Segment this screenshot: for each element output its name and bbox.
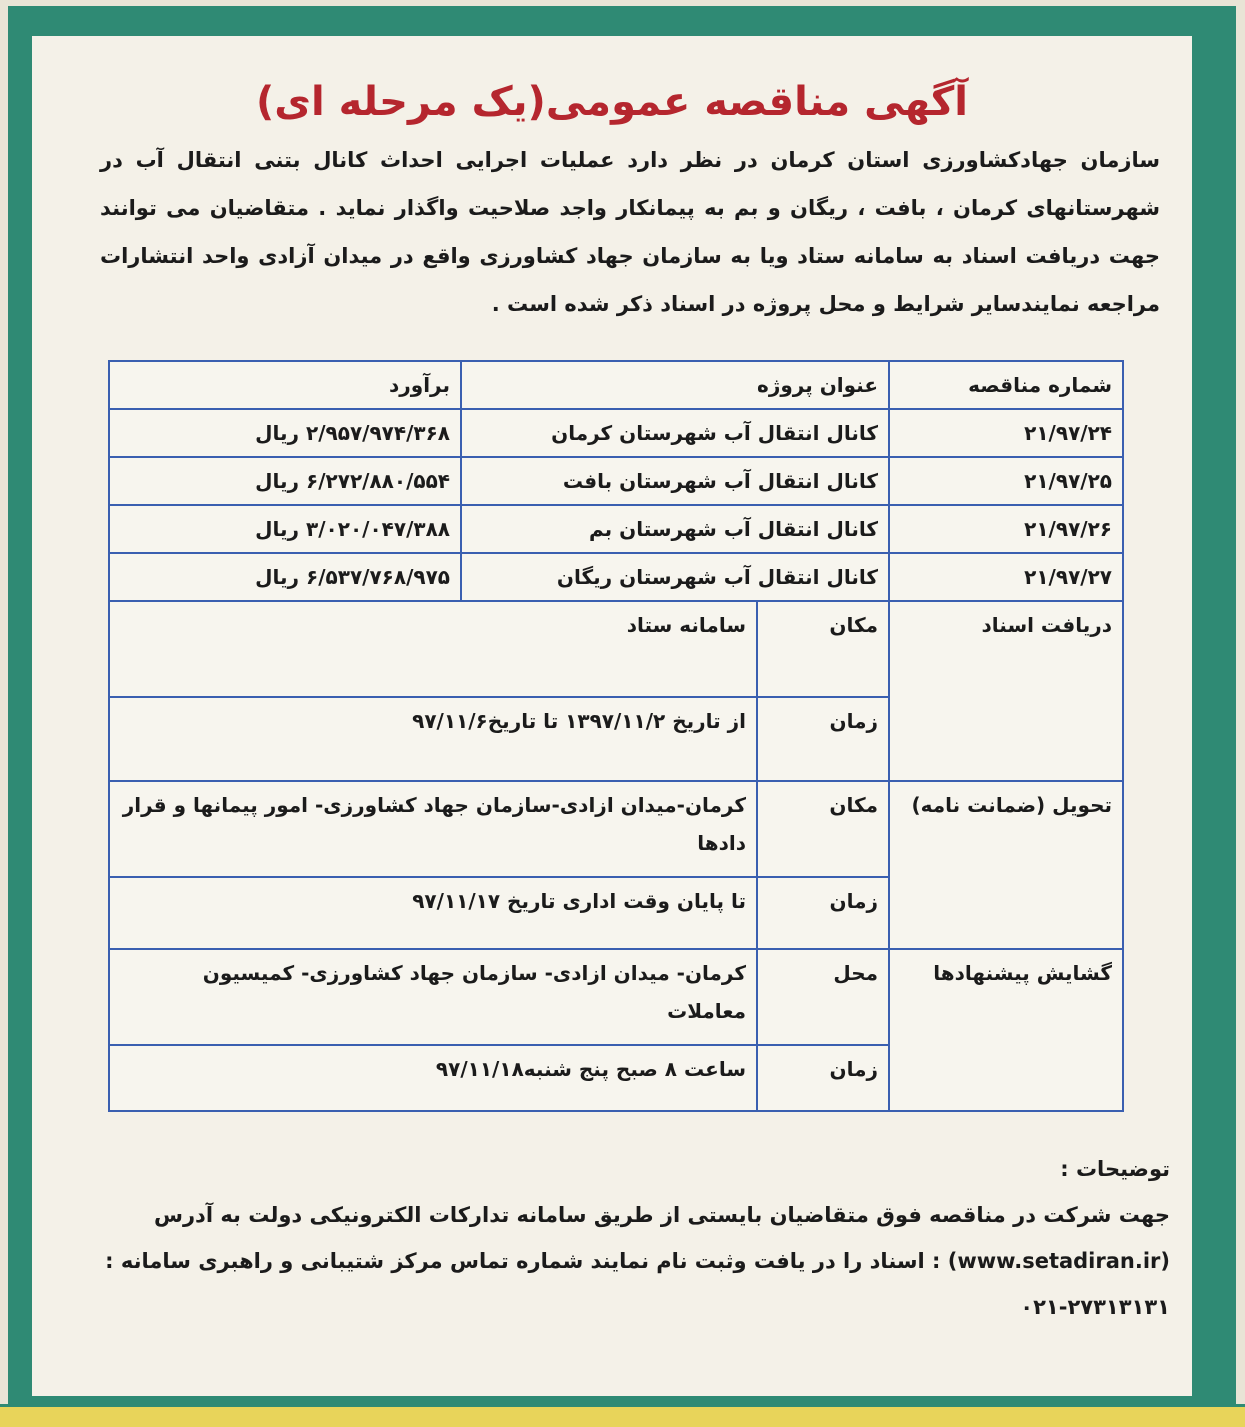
table-row xyxy=(109,505,1123,553)
row-project: کانال انتقال آب شهرستان ریگان xyxy=(461,553,889,601)
table-row xyxy=(109,409,1123,457)
receive-time-value: از تاریخ ۱۳۹۷/۱۱/۲ تا تاریخ۹۷/۱۱/۶ xyxy=(109,697,757,781)
opening-time-value: ساعت ۸ صبح پنج شنبه۹۷/۱۱/۱۸ xyxy=(109,1045,757,1111)
table-header-row xyxy=(109,361,1123,409)
opening-place-value: کرمان- میدان ازادی- سازمان جهاد کشاورزی- کمیسیون معاملات xyxy=(109,949,757,1045)
header-number: شماره مناقصه xyxy=(889,361,1123,409)
receive-time-label: زمان xyxy=(757,697,889,781)
delivery-place-value: کرمان-میدان ازادی-سازمان جهاد کشاورزی- امور پیمانها و قرار دادها xyxy=(109,781,757,877)
delivery-place-label: مکان xyxy=(757,781,889,877)
ad-intro: سازمان جهادکشاورزی استان کرمان در نظر دارد عملیات اجرایی احداث کانال بتنی انتقال آب در شهرستانهای کرمان ، بافت ، ریگان و بم به پیمانکار واجد صلاحیت واگذار نماید . متقاضیان می توانند جهت دریافت اسناد به سامانه ستاد ویا به سازمان جهاد کشاورزی واقع در میدان آزادی واحد انتشارات مراجعه نمایندسایر شرایط و محل پروژه در اسناد ذکر شده است . xyxy=(100,148,1160,316)
ad-paper xyxy=(32,36,1192,1396)
opening-place-row xyxy=(109,949,1123,1045)
opening-place-label: محل xyxy=(757,949,889,1045)
row-project: کانال انتقال آب شهرستان بم xyxy=(461,505,889,553)
row-estimate: ۳/۰۲۰/۰۴۷/۳۸۸ ریال xyxy=(109,505,461,553)
notes-label: توضیحات : xyxy=(1060,1157,1170,1181)
row-estimate: ۲/۹۵۷/۹۷۴/۳۶۸ ریال xyxy=(109,409,461,457)
opening-time-label: زمان xyxy=(757,1045,889,1111)
receive-place-row xyxy=(109,601,1123,697)
row-estimate: ۶/۲۷۲/۸۸۰/۵۵۴ ریال xyxy=(109,457,461,505)
table-row xyxy=(109,553,1123,601)
row-number: ۲۱/۹۷/۲۷ xyxy=(889,553,1123,601)
opening-label: گشایش پیشنهادها xyxy=(889,949,1123,1111)
notes-section xyxy=(100,1146,1170,1330)
header-estimate: برآورد xyxy=(109,361,461,409)
row-number: ۲۱/۹۷/۲۶ xyxy=(889,505,1123,553)
tender-table xyxy=(108,360,1124,1112)
delivery-place-row xyxy=(109,781,1123,877)
support-phone: ۰۲۱-۲۷۳۱۳۱۳۱ xyxy=(1020,1295,1170,1319)
row-number: ۲۱/۹۷/۲۴ xyxy=(889,409,1123,457)
row-project: کانال انتقال آب شهرستان کرمان xyxy=(461,409,889,457)
notes-line2-text: : اسناد را در یافت وثبت نام نمایند شماره تماس مرکز شتیبانی و راهبری سامانه : xyxy=(105,1249,941,1273)
ad-content xyxy=(32,36,1192,1396)
notes-line1: جهت شرکت در مناقصه فوق متقاضیان بایستی از طریق سامانه تدارکات الکترونیکی دولت به آدرس xyxy=(153,1203,1170,1227)
ad-title: آگهی مناقصه عمومی(یک مرحله ای) xyxy=(256,79,968,125)
header-project: عنوان پروژه xyxy=(461,361,889,409)
delivery-time-label: زمان xyxy=(757,877,889,949)
receive-place-value: سامانه ستاد xyxy=(109,601,757,697)
receive-place-label: مکان xyxy=(757,601,889,697)
row-estimate: ۶/۵۳۷/۷۶۸/۹۷۵ ریال xyxy=(109,553,461,601)
delivery-time-value: تا پایان وقت اداری تاریخ ۹۷/۱۱/۱۷ xyxy=(109,877,757,949)
delivery-label: تحویل (ضمانت نامه) xyxy=(889,781,1123,949)
row-number: ۲۱/۹۷/۲۵ xyxy=(889,457,1123,505)
ad-frame xyxy=(8,6,1236,1404)
row-project: کانال انتقال آب شهرستان بافت xyxy=(461,457,889,505)
receive-label: دریافت اسناد xyxy=(889,601,1123,781)
notes-line2 xyxy=(100,1238,1170,1284)
table-row xyxy=(109,457,1123,505)
setad-url-link[interactable]: (www.setadiran.ir) xyxy=(947,1249,1170,1273)
